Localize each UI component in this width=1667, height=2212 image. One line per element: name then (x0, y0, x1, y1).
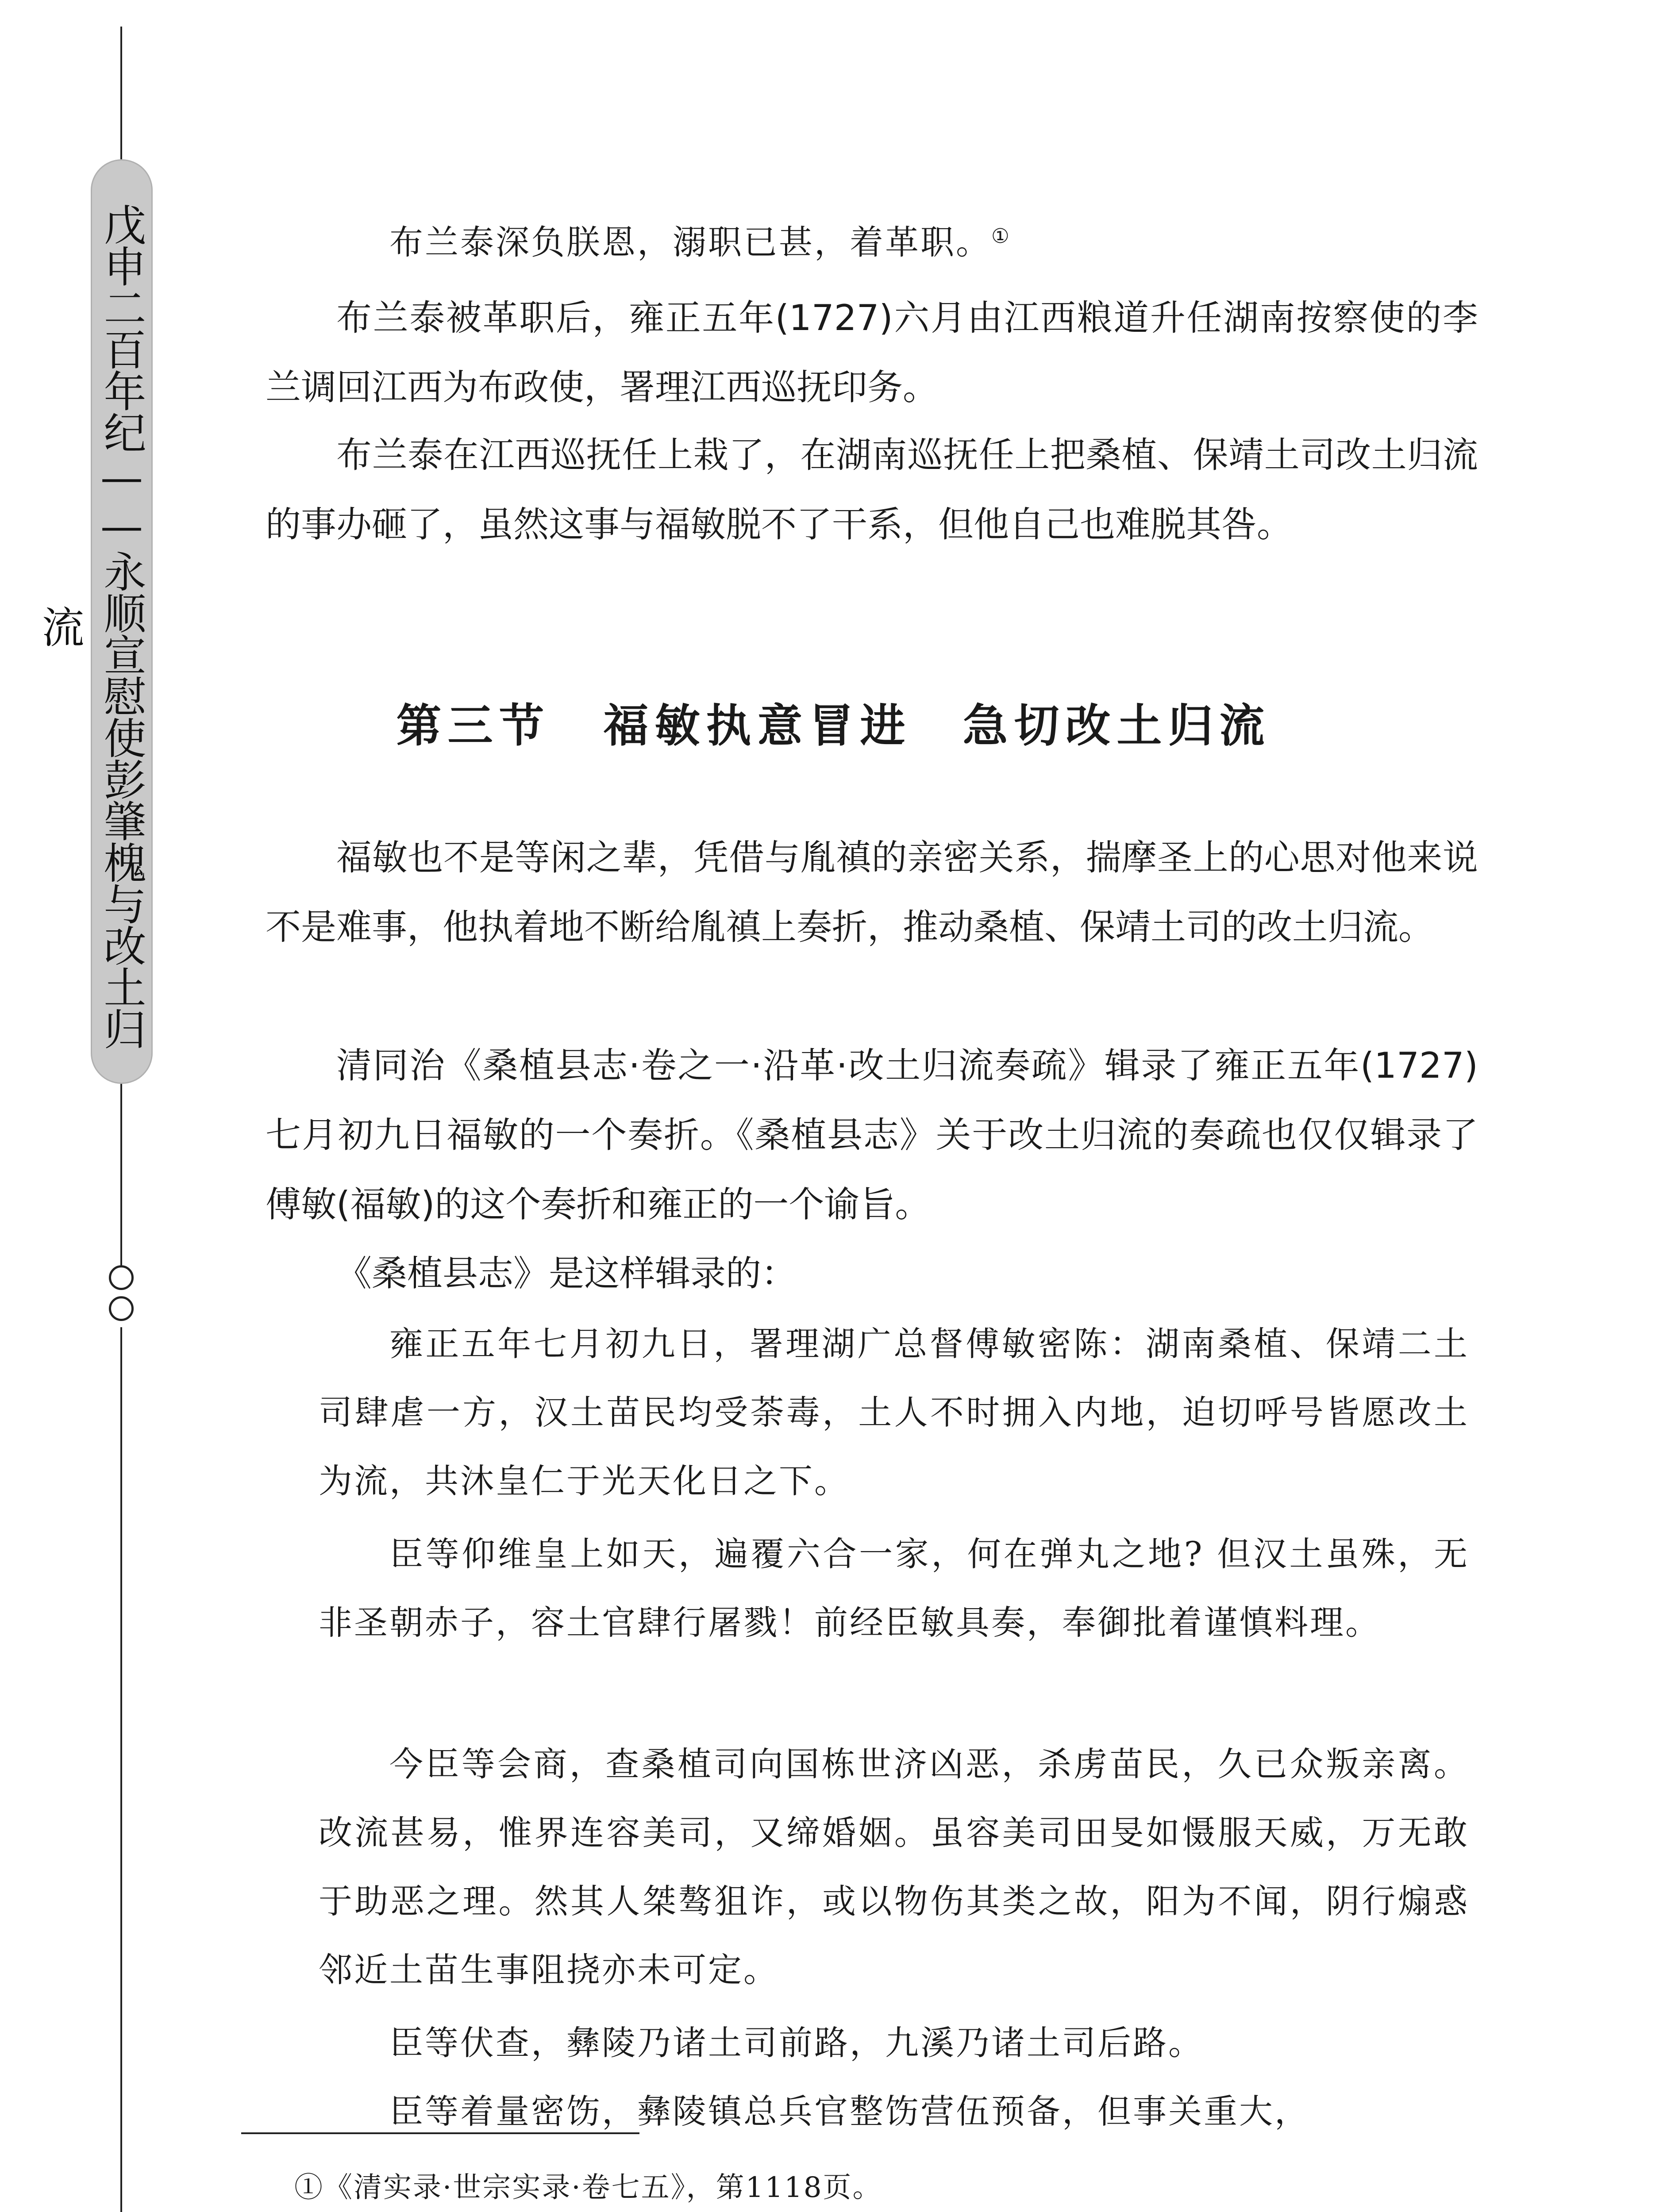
section-heading (0, 690, 1667, 755)
side-rule-bottom (120, 1327, 122, 2212)
circle-ornament (109, 1265, 134, 1290)
quote-5: 臣等着量密饬，彝陵镇总兵官整饬营伍预备，但事关重大， (389, 2092, 1310, 2131)
section-title: 福敏执意冒进 急切改土归流 (603, 699, 1271, 753)
quote-1: 雍正五年七月初九日，署理湖广总督傅敏密陈：湖南桑植、保靖二土司肆虐一方，汉土苗民均受荼毒，土人不时拥入内地，迫切呼号皆愿改土为流，共沐皇仁于光天化日之下。 (319, 1324, 1469, 1501)
footnote-mark: ① (991, 224, 1011, 248)
footnote: ①《清实录·世宗实录·卷七五》，第1118页。 (294, 2171, 882, 2204)
section-number: 第三节 (396, 699, 551, 753)
paragraph-3: 福敏也不是等闲之辈，凭借与胤禛的亲密关系，揣摩圣上的心思对他来说不是难事，他执着地不断给胤禛上奏折，推动桑植、保靖土司的改土归流。 (266, 837, 1478, 948)
side-rule-middle (120, 1084, 122, 1265)
quote-4: 臣等伏查，彝陵乃诸土司前路，九溪乃诸土司后路。 (389, 2023, 1204, 2062)
quote-3: 今臣等会商，查桑植司向国栋世济凶恶，杀虏苗民，久已众叛亲离。改流甚易，惟界连容美司，又缔婚姻。虽容美司田旻如慑服天威，万无敢于助恶之理。然其人桀骜狙诈，或以物伤其类之故，阳为不闻，阴行煽惑邻近土苗生事阻挠亦未可定。 (319, 1744, 1469, 1989)
quote-top-text: 布兰泰深负朕恩，溺职已甚，着革职。 (389, 223, 991, 262)
paragraph-1: 布兰泰被革职后，雍正五年(1727)六月由江西粮道升任湖南按察使的李兰调回江西为布政使，署理江西巡抚印务。 (266, 297, 1478, 408)
paragraph-5: 《桑植县志》是这样辑录的： (336, 1253, 797, 1294)
footnote-rule (241, 2132, 639, 2134)
paragraph-4: 清同治《桑植县志·卷之一·沿革·改土归流奏疏》辑录了雍正五年(1727)七月初九日福敏的一个奏折。《桑植县志》关于改土归流的奏疏也仅仅辑录了傅敏(福敏)的这个奏折和雍正的一个谕旨。 (266, 1045, 1478, 1225)
side-circles (109, 1265, 135, 1327)
quote-top (319, 208, 1469, 276)
circle-ornament (109, 1296, 134, 1321)
side-rule-top (120, 27, 122, 159)
running-title: 戊申二百年纪——永顺宣慰使彭肇槐与改土归流 (35, 203, 146, 1049)
quote-2: 臣等仰维皇上如天，遍覆六合一家，何在弹丸之地? 但汉土虽殊，无非圣朝赤子，容土官肆行屠戮！前经臣敏具奏，奉御批着谨慎料理。 (319, 1534, 1469, 1642)
paragraph-2: 布兰泰在江西巡抚任上栽了，在湖南巡抚任上把桑植、保靖土司改土归流的事办砸了，虽然这事与福敏脱不了干系，但他自己也难脱其咎。 (266, 434, 1478, 545)
